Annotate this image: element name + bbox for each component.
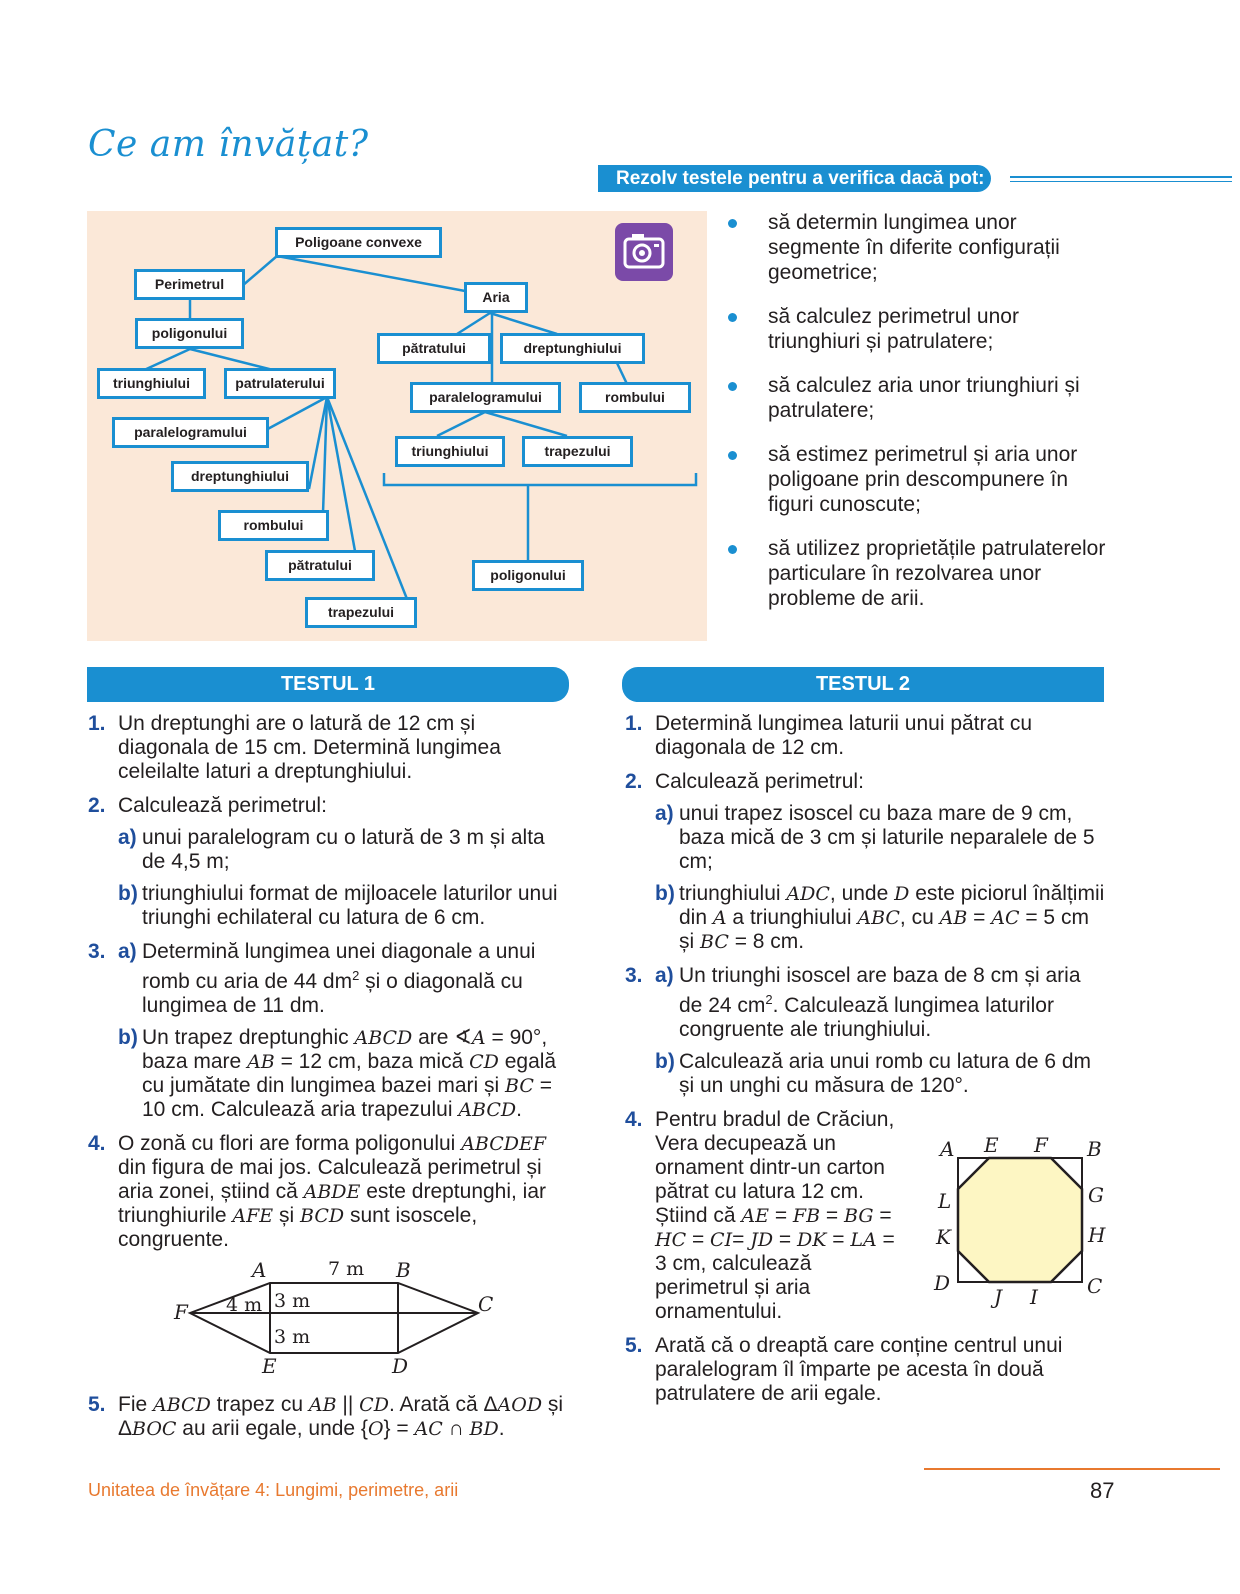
test1-q3: 3. a) Determină lungimea unei diagonale a unui romb cu aria de 44 $dm^2$ și o diagonală cu lungimea de 11 dm. b) Un trapez dreptunghic ABCD are ∢A = 90°, baza mare AB = 12 cm, baza mică CD egală cu jumătate din lungimea bazei mari și BC = 10 cm. Calculează aria trapezului ABCD. [88, 940, 557, 1121]
test1-q2: 2. Calculează perimetrul: a) unui paralelogram cu o latură de 3 m și alta de 4,5 m; b) triunghiului format de mijloacele laturilor unui triunghi echilateral cu latura de 6 cm. [88, 794, 558, 929]
fig2-label-G: G [1088, 1183, 1104, 1207]
map-node-a-triangle: triunghiului [395, 436, 505, 467]
fig1-height-top: 3 m [274, 1290, 311, 1312]
goal-banner: Rezolv testele pentru a verifica dacă pot: [598, 165, 991, 192]
fig1-label-A: A [252, 1258, 267, 1282]
test2-header: TESTUL 2 [622, 667, 1104, 702]
fig2-label-I: I [1030, 1285, 1038, 1309]
fig1-label-D: D [392, 1354, 409, 1378]
goals-list [728, 210, 1108, 630]
test2-q1: 1. Determină lungimea laturii unui pătrat cu diagonala de 12 cm. [625, 712, 1033, 759]
map-node-p-triangle: triunghiului [97, 368, 206, 399]
concept-map [87, 211, 707, 641]
goal-item: să determin lungimea unor segmente în diferite configurații geometrice; [728, 210, 1108, 285]
bullet-icon [728, 451, 737, 460]
bullet-icon [728, 382, 737, 391]
goal-item: să utilizez proprietățile patrulaterelor particulare în rezolvarea unor probleme de arii. [728, 536, 1108, 611]
test2-q2: 2. Calculează perimetrul: a) unui trapez isoscel cu baza mare de 9 cm, baza mică de 3 cm și laturile neparalele de 5 cm; b) triunghiului ADC, unde D este piciorul înălțimii din A a triunghiului ABC, cu AB = AC = 5 cm și BC = 8 cm. [625, 770, 1105, 953]
test2-q5: 5. Arată că o dreaptă care conține centrul unui paralelogram îl împarte pe acesta în două patrulatere de arii egale. [625, 1334, 1063, 1405]
fig2-label-B: B [1087, 1137, 1102, 1161]
camera-icon[interactable] [615, 223, 673, 281]
fig1-label-F: F [174, 1300, 188, 1324]
footer-unit: Unitatea de învățare 4: Lungimi, perimetre, arii [88, 1480, 459, 1500]
fig2-label-C: C [1087, 1274, 1103, 1298]
fig2-label-E: E [984, 1133, 999, 1157]
fig2-label-A: A [940, 1137, 955, 1161]
map-node-polygons: Poligoane convexe [275, 227, 442, 258]
fig1-length-ab: 7 m [328, 1258, 365, 1280]
banner-rule [1010, 176, 1232, 178]
footer-rule [924, 1468, 1220, 1470]
fig2-label-D: D [934, 1271, 951, 1295]
map-node-p-rhombus: rombului [218, 510, 329, 541]
map-node-area: Aria [464, 282, 528, 313]
fig1-label-E: E [262, 1354, 277, 1378]
map-node-a-polygon: poligonului [472, 560, 584, 591]
map-node-a-parallelogram: paralelogramului [410, 382, 561, 413]
page-number: 87 [1090, 1478, 1115, 1503]
map-node-p-quad: patrulaterului [224, 368, 336, 399]
page-title: Ce am învățat? [88, 124, 369, 165]
bullet-icon [728, 545, 737, 554]
fig1-label-B: B [396, 1258, 411, 1282]
map-node-a-rectangle: dreptunghiului [500, 333, 645, 364]
test2-q4: 4. Pentru bradul de Crăciun, Vera decupează un ornament dintr-un carton pătrat cu latura 12 cm. Știind că AE = FB = BG = HC = CI= JD = DK = LA = 3 cm, calculează perimetrul și aria ornamentului. [625, 1108, 895, 1323]
map-node-a-square: pătratului [377, 333, 491, 364]
map-node-p-rectangle: dreptunghiului [171, 461, 309, 492]
map-node-p-trapezoid: trapezului [305, 597, 417, 628]
map-node-a-trapezoid: trapezului [522, 436, 633, 467]
fig1-label-C: C [478, 1292, 494, 1316]
map-node-perimeter-polygon: poligonului [135, 318, 244, 349]
octagon-figure [930, 1132, 1115, 1312]
test1-q5: 5. Fie ABCD trapez cu AB || CD. Arată că ΔAOD și ΔBOC au arii egale, unde {O} = AC ∩ BD. [88, 1393, 564, 1440]
map-node-p-square: pătratului [265, 550, 375, 581]
test2-q3: 3. a) Un triunghi isoscel are baza de 8 cm și aria de 24 $cm^2$. Calculează lungimea laturilor congruente ale triunghiului. b) Calculează aria unui romb cu latura de 6 dm și un unghi cu măsura de 120°. [625, 964, 1092, 1097]
fig1-length-fa: 4 m [226, 1294, 263, 1316]
map-node-a-rhombus: rombului [579, 382, 691, 413]
map-node-perimeter: Perimetrul [134, 269, 245, 300]
bullet-icon [728, 313, 737, 322]
test1-q5-wrap [88, 1393, 568, 1451]
bullet-icon [728, 219, 737, 228]
banner-rule-thin [1010, 181, 1232, 182]
fig2-label-F: F [1034, 1133, 1048, 1157]
hexagon-figure [160, 1253, 520, 1383]
test1-q4: 4. O zonă cu flori are forma poligonului ABCDEF din figura de mai jos. Calculează perimetrul și aria zonei, știind că ABDE este dreptunghi, iar triunghiurile AFE și BCD sunt isoscele, congruente. [88, 1132, 547, 1251]
map-node-p-parallelogram: paralelogramului [112, 417, 269, 448]
goal-item: să estimez perimetrul și aria unor poligoane prin descompunere în figuri cunoscute; [728, 442, 1108, 517]
fig2-label-J: J [994, 1285, 1003, 1309]
fig2-label-K: K [936, 1225, 951, 1249]
test1-q1: 1. Un dreptunghi are o latură de 12 cm și diagonala de 15 cm. Determină lungimea celeilalte laturi a dreptunghiului. [88, 712, 501, 783]
fig1-height-bottom: 3 m [274, 1326, 311, 1348]
test1-header: TESTUL 1 [87, 667, 569, 702]
goal-item: să calculez perimetrul unor triunghiuri și patrulatere; [728, 304, 1108, 354]
fig2-label-L: L [938, 1189, 952, 1213]
test1-body [88, 712, 568, 1262]
goal-item: să calculez aria unor triunghiuri și patrulatere; [728, 373, 1108, 423]
fig2-label-H: H [1088, 1223, 1106, 1247]
